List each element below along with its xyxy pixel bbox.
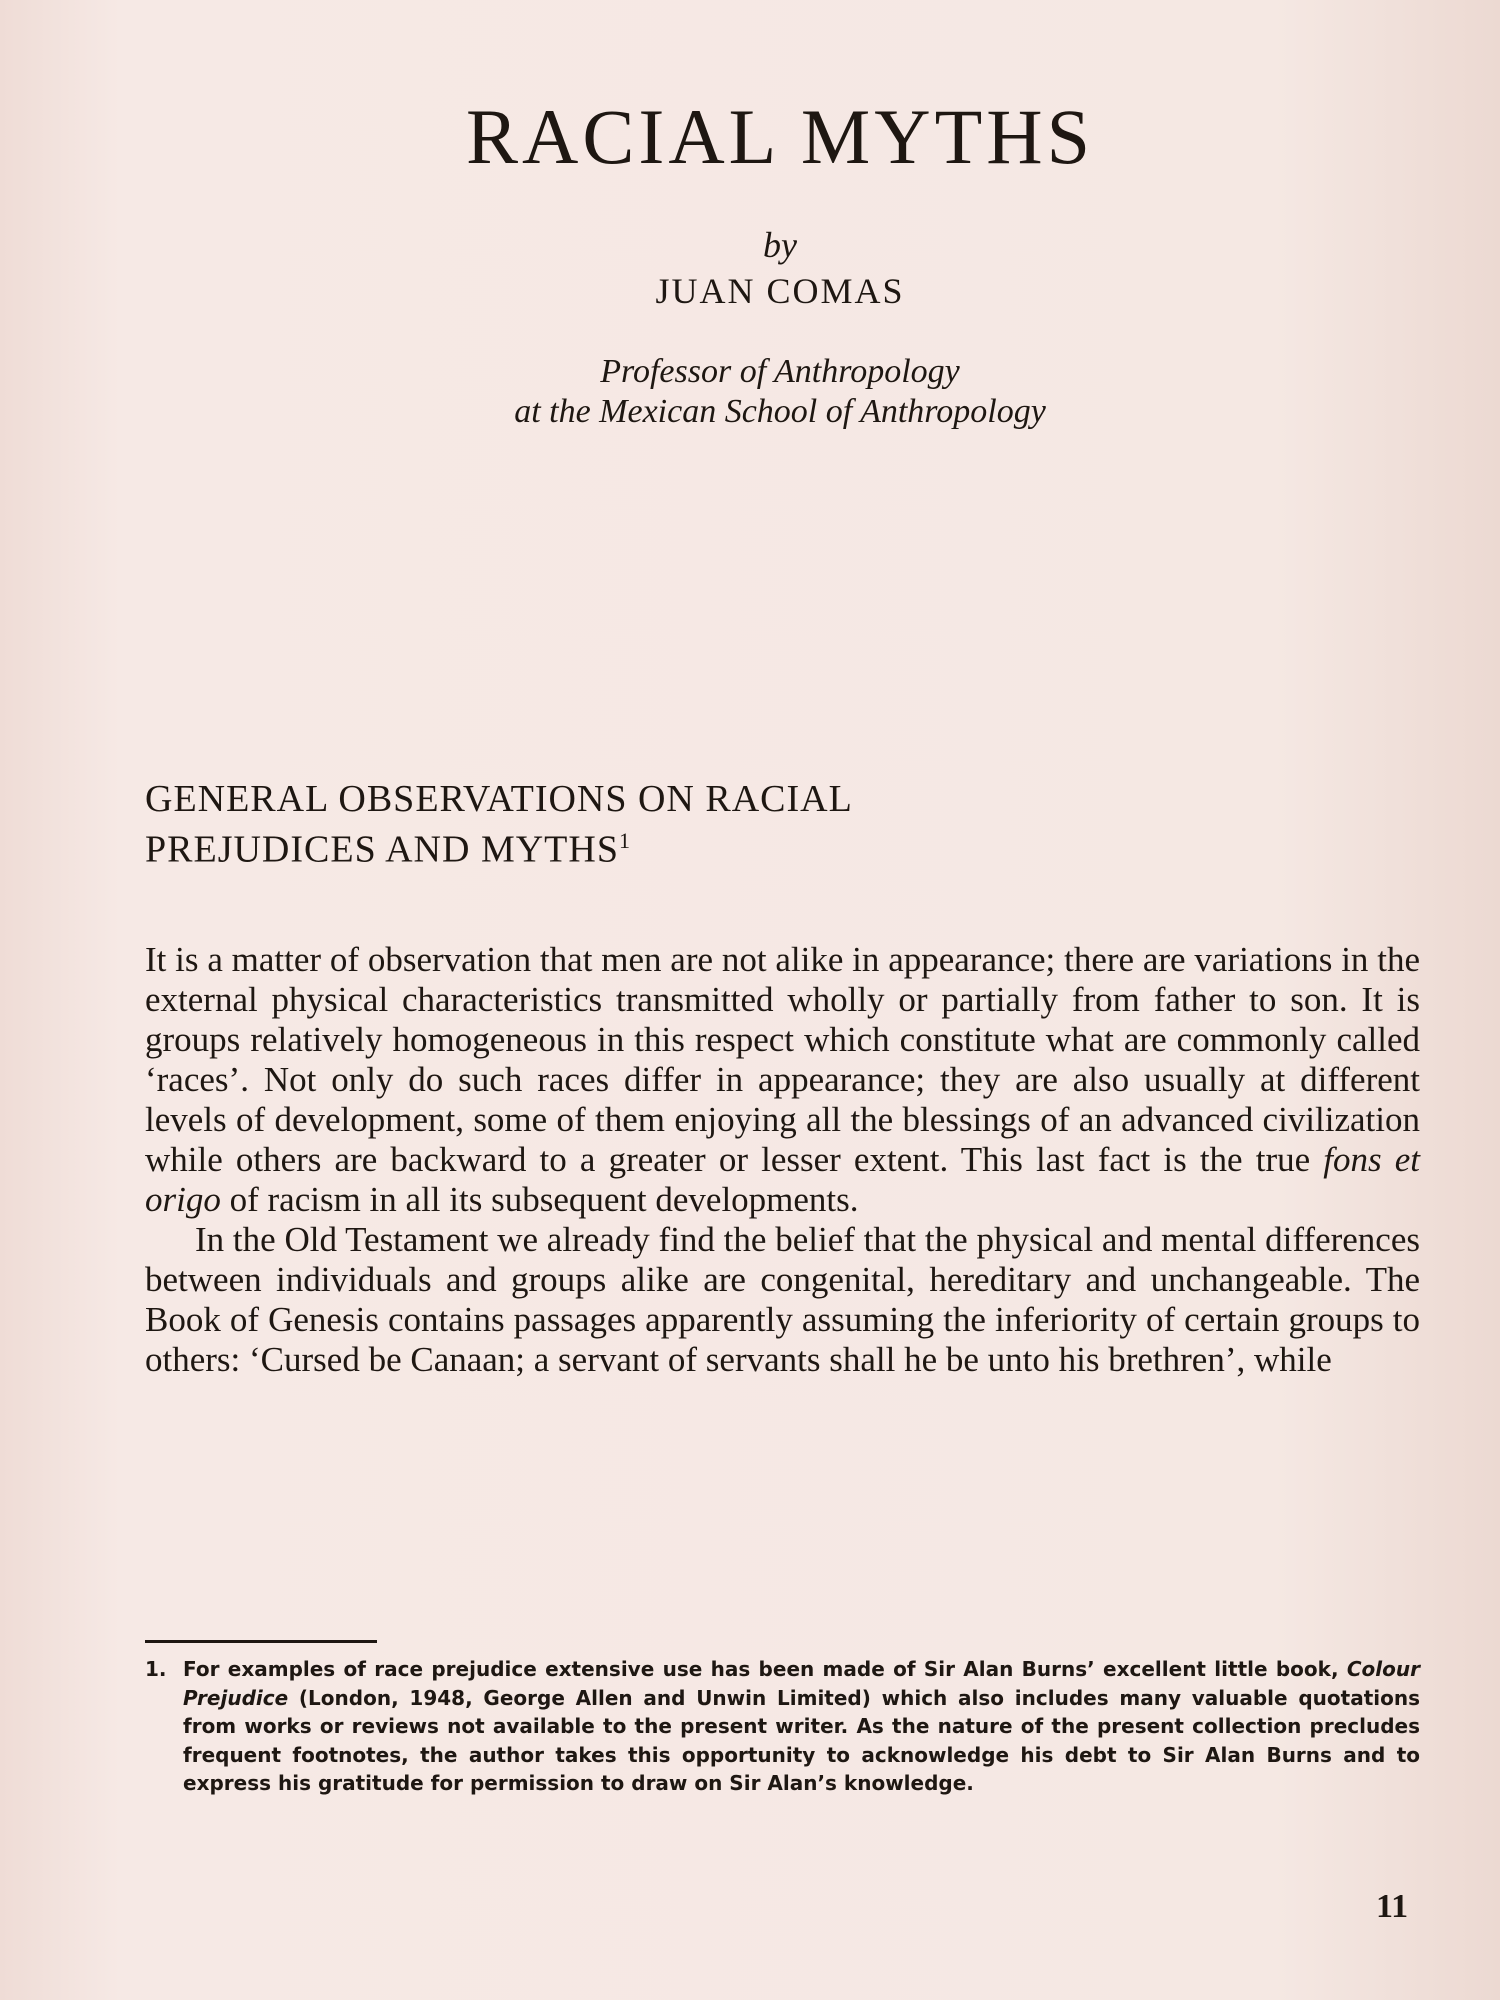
author-affiliation <box>0 352 1500 432</box>
footnote-divider <box>145 1640 377 1643</box>
footnote <box>145 1655 1420 1798</box>
paragraph-1-italic: fons et origo <box>145 1140 1420 1219</box>
article-title: RACIAL MYTHS <box>466 93 1094 180</box>
author-name: JUAN COMAS <box>655 271 905 311</box>
paragraph-1-text-a: It is a matter of observation that men are not alike in appearance; there are variations in the external physical characteristics transmitted wholly or partially from father to son. It is groups relatively homogeneous in this respect which constitute what are commonly called ‘races’. Not only do such races differ in appearance; they are also usually at different levels of development, some of them enjoying all the blessings of an advanced civilization while others are backward to a greater or lesser extent. This last fact is the true <box>145 940 1420 1179</box>
byline-by: by <box>763 225 797 265</box>
affiliation-line-1: Professor of Anthropology <box>600 353 960 390</box>
section-heading <box>145 778 1345 871</box>
section-heading-line-1: GENERAL OBSERVATIONS ON RACIAL <box>145 778 853 820</box>
footnote-body <box>183 1655 1420 1798</box>
footnote-text-a: For examples of race prejudice extensive use has been made of Sir Alan Burns’ excellent little book, <box>183 1657 1347 1681</box>
footnote-marker: 1 <box>618 828 631 853</box>
footnote-text-b: (London, 1948, George Allen and Unwin Limited) which also includes many valuable quotations from works or reviews not available to the present writer. As the nature of the present collection precludes frequent footnotes, the author takes this opportunity to acknowledge his debt to Sir Alan Burns and to express his gratitude for permission to draw on Sir Alan’s knowledge. <box>183 1685 1420 1795</box>
footnote-book-title: Colour Prejudice <box>183 1657 1420 1710</box>
paragraph-2: In the Old Testament we already find the belief that the physical and mental differences between individuals and groups alike are congenital, hereditary and unchangeable. The Book of Genesis contains passages apparently assuming the inferiority of certain groups to others: ‘Cursed be Canaan; a servant of servants shall he be unto his brethren’, while <box>145 1220 1420 1379</box>
paragraph-1-text-b: of racism in all its subsequent developments. <box>220 1180 859 1219</box>
section-heading-line-2: PREJUDICES AND MYTHS <box>145 828 619 871</box>
page-number: 11 <box>1376 1888 1409 1925</box>
paragraph-1 <box>145 940 1420 1220</box>
footnote-number: 1. <box>145 1657 167 1681</box>
affiliation-line-2: at the Mexican School of Anthropology <box>514 393 1046 430</box>
body-text <box>145 940 1420 1380</box>
